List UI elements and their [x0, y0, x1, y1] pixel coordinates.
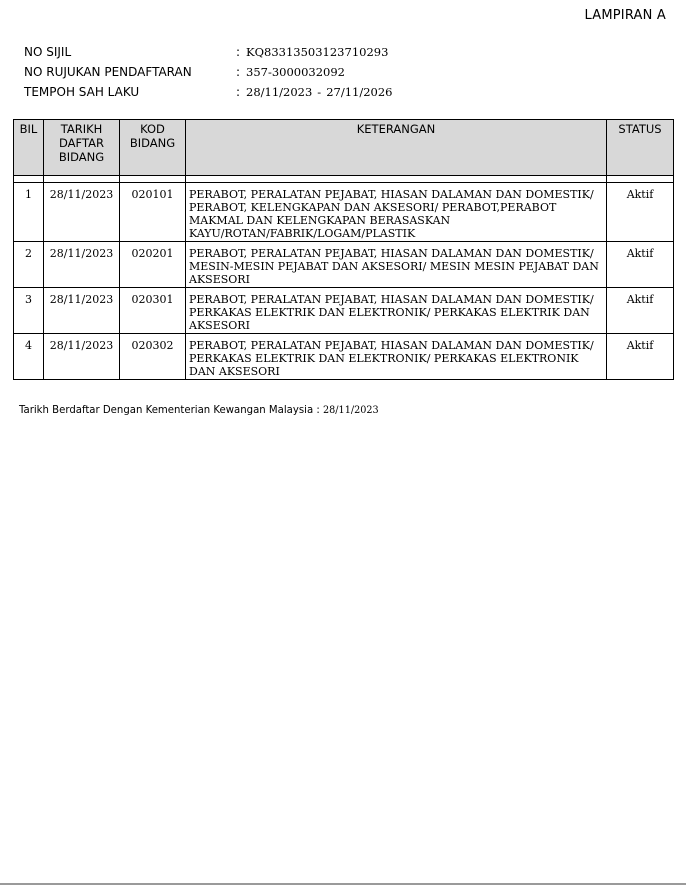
- cell-tarikh: 28/11/2023: [44, 334, 120, 380]
- cell-bil: 4: [14, 334, 44, 380]
- cell-kod: 020201: [120, 242, 186, 288]
- cell-tarikh: 28/11/2023: [44, 242, 120, 288]
- meta-value-tempoh: [246, 85, 392, 99]
- tempoh-separator: -: [317, 85, 322, 99]
- cell-status: Aktif: [607, 288, 674, 334]
- cell-status: Aktif: [607, 242, 674, 288]
- colon: :: [236, 45, 241, 59]
- meta-label-no-sijil: NO SIJIL: [24, 45, 72, 59]
- table-row: [14, 288, 674, 334]
- header-kod-bidang: [120, 120, 186, 176]
- cell-tarikh: 28/11/2023: [44, 288, 120, 334]
- cell-bil: 3: [14, 288, 44, 334]
- page-label-lampiran: LAMPIRAN A: [584, 8, 666, 23]
- registration-table: [13, 119, 674, 380]
- cell-kod: 020301: [120, 288, 186, 334]
- meta-row-no-sijil: [24, 42, 392, 62]
- table-header-row: [14, 120, 674, 176]
- header-tarikh-line: DAFTAR: [59, 136, 104, 150]
- cell-kod: 020101: [120, 183, 186, 242]
- header-kod-line: KOD: [140, 122, 165, 136]
- header-tarikh-line: BIDANG: [58, 150, 105, 164]
- cell-tarikh: 28/11/2023: [44, 183, 120, 242]
- footer-label: Tarikh Berdaftar Dengan Kementerian Kewangan Malaysia :: [19, 403, 320, 416]
- header-kod-line: BIDANG: [129, 136, 176, 150]
- cell-keterangan: PERABOT, PERALATAN PEJABAT, HIASAN DALAMAN DAN DOMESTIK/ PERABOT, KELENGKAPAN DAN AKSESORI/ PERABOT,PERABOT MAKMAL DAN KELENGKAPAN BERASASKAN KAYU/ROTAN/FABRIK/LOGAM/PLASTIK: [186, 183, 607, 242]
- cell-status: Aktif: [607, 334, 674, 380]
- header-status: STATUS: [607, 120, 674, 176]
- tempoh-to: 27/11/2026: [326, 85, 393, 99]
- cell-keterangan: PERABOT, PERALATAN PEJABAT, HIASAN DALAMAN DAN DOMESTIK/ PERKAKAS ELEKTRIK DAN ELEKTRONIK/ PERKAKAS ELEKTRIK DAN AKSESORI: [186, 288, 607, 334]
- cell-kod: 020302: [120, 334, 186, 380]
- table-row: [14, 242, 674, 288]
- header-bil: BIL: [14, 120, 44, 176]
- header-tarikh-daftar-bidang: [44, 120, 120, 176]
- cell-bil: 2: [14, 242, 44, 288]
- header-spacer: [14, 176, 674, 183]
- meta-value-no-rujukan: 357-3000032092: [246, 65, 346, 79]
- registration-date-note: [19, 403, 379, 416]
- cell-keterangan: PERABOT, PERALATAN PEJABAT, HIASAN DALAMAN DAN DOMESTIK/ MESIN-MESIN PEJABAT DAN AKSESORI/ MESIN MESIN PEJABAT DAN AKSESORI: [186, 242, 607, 288]
- certificate-info: [24, 42, 392, 102]
- colon: :: [236, 65, 241, 79]
- table-row: [14, 183, 674, 242]
- tempoh-from: 28/11/2023: [246, 85, 313, 99]
- colon: :: [236, 85, 241, 99]
- meta-label-tempoh: TEMPOH SAH LAKU: [24, 85, 140, 99]
- header-tarikh-line: TARIKH: [60, 122, 103, 136]
- table-row: [14, 334, 674, 380]
- footer-date: 28/11/2023: [323, 404, 379, 416]
- page-bottom-border: [0, 883, 686, 885]
- cell-keterangan: PERABOT, PERALATAN PEJABAT, HIASAN DALAMAN DAN DOMESTIK/ PERKAKAS ELEKTRIK DAN ELEKTRONIK/ PERKAKAS ELEKTRONIK DAN AKSESORI: [186, 334, 607, 380]
- meta-label-no-rujukan: NO RUJUKAN PENDAFTARAN: [24, 65, 192, 79]
- meta-value-no-sijil: KQ83313503123710293: [246, 45, 389, 59]
- meta-row-tempoh: [24, 82, 392, 102]
- cell-status: Aktif: [607, 183, 674, 242]
- meta-row-no-rujukan: [24, 62, 392, 82]
- cell-bil: 1: [14, 183, 44, 242]
- header-keterangan: KETERANGAN: [186, 120, 607, 176]
